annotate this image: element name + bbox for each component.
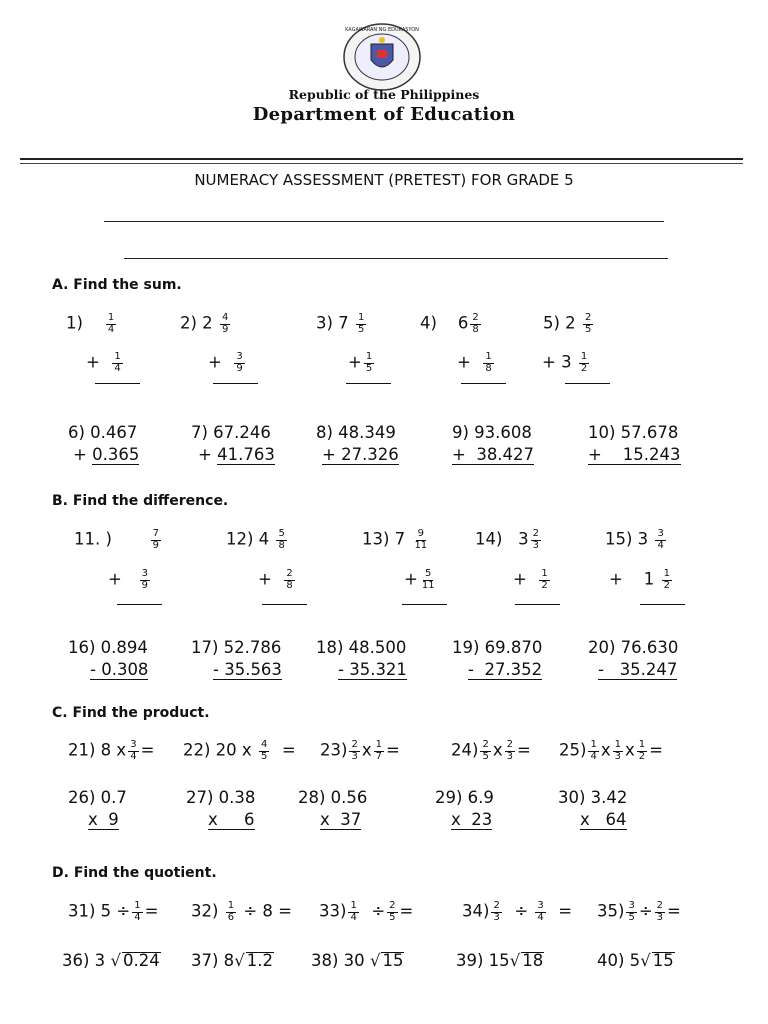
- item-6: 6) 0.467: [68, 423, 138, 442]
- item-6-addend: + 0.365: [73, 445, 140, 464]
- item-4: 4) 6 $\frac{2}{8}$: [420, 312, 479, 335]
- item-8: 8) 48.349: [316, 423, 396, 442]
- item-15-subtrahend: + 1 $\frac{1}{2}$: [609, 568, 670, 591]
- item-31: 31) 5 ÷ $\frac{1}{4}$ =: [68, 900, 159, 923]
- item-1-addend: + $\frac{1}{4}$: [86, 351, 121, 374]
- item-3-addend: + $\frac{1}{5}$: [348, 351, 373, 374]
- item-11-subtrahend: + $\frac{3}{9}$: [108, 568, 148, 591]
- item-35: 35) $\frac{3}{5}$ ÷ $\frac{2}{3}$ =: [597, 900, 681, 923]
- item-14-answer-line: [515, 604, 560, 605]
- item-9-addend: + 38.427: [452, 445, 535, 464]
- item-28-multiplier: x 37: [320, 810, 362, 829]
- item-15-answer-line: [640, 604, 685, 605]
- item-17: 17) 52.786: [191, 638, 282, 657]
- item-13: 13) 7 $\frac{9}{11}$: [362, 528, 428, 551]
- item-3: 3) 7 $\frac{1}{5}$: [316, 312, 365, 335]
- item-4-addend: + $\frac{1}{8}$: [457, 351, 492, 374]
- item-9: 9) 93.608: [452, 423, 532, 442]
- item-5: 5) 2 $\frac{2}{5}$: [543, 312, 592, 335]
- item-13-answer-line: [402, 604, 447, 605]
- item-23: 23) $\frac{2}{3}$ x $\frac{1}{7}$ =: [320, 739, 400, 762]
- item-19: 19) 69.870: [452, 638, 543, 657]
- item-11: 11. ) $\frac{7}{9}$: [74, 528, 160, 551]
- item-13-subtrahend: + $\frac{5}{11}$: [404, 568, 435, 591]
- deped-seal-logo: [341, 22, 423, 92]
- item-27: 27) 0.38: [186, 788, 256, 807]
- item-15: 15) 3 $\frac{3}{4}$: [605, 528, 664, 551]
- item-29-multiplier: x 23: [451, 810, 493, 829]
- sqrt-icon: √: [369, 951, 381, 970]
- item-18-subtrahend: - 35.321: [338, 660, 407, 679]
- item-18: 18) 48.500: [316, 638, 407, 657]
- item-2-addend: + $\frac{3}{9}$: [208, 351, 243, 374]
- item-16-subtrahend: - 0.308: [90, 660, 149, 679]
- header-rule-thick: [20, 158, 743, 160]
- item-30: 30) 3.42: [558, 788, 628, 807]
- item-34: 34) $\frac{2}{3}$ ÷ $\frac{3}{4}$ =: [462, 900, 573, 923]
- item-7-addend: + 41.763: [198, 445, 275, 464]
- item-30-multiplier: x 64: [580, 810, 627, 829]
- item-16: 16) 0.894: [68, 638, 148, 657]
- item-37: 37) 8√ 1.2: [191, 951, 273, 970]
- sqrt-icon: √: [234, 951, 245, 970]
- item-25: 25) $\frac{1}{4}$ x $\frac{1}{3}$ x $\frac{1}{2}$ =: [559, 739, 663, 762]
- item-10-addend: + 15.243: [588, 445, 681, 464]
- item-19-subtrahend: - 27.352: [468, 660, 543, 679]
- item-27-multiplier: x 6: [208, 810, 255, 829]
- item-10: 10) 57.678: [588, 423, 679, 442]
- section-c-heading: C. Find the product.: [52, 705, 210, 721]
- item-5-addend: + 3 $\frac{1}{2}$: [542, 351, 588, 374]
- item-38: 38) 30 √ 15: [311, 951, 404, 970]
- item-20-subtrahend: - 35.247: [598, 660, 678, 679]
- sqrt-icon: √: [110, 951, 121, 970]
- item-8-addend: + 27.326: [322, 445, 399, 464]
- item-28: 28) 0.56: [298, 788, 368, 807]
- item-14-subtrahend: + $\frac{1}{2}$: [513, 568, 548, 591]
- item-1-answer-line: [95, 383, 140, 384]
- item-2-answer-line: [213, 383, 258, 384]
- item-33: 33) $\frac{1}{4}$ ÷ $\frac{2}{5}$ =: [319, 900, 414, 923]
- header-rule-thin: [20, 163, 743, 164]
- item-4-answer-line: [461, 383, 506, 384]
- item-1: 1) $\frac{1}{4}$: [66, 312, 115, 335]
- item-24: 24) $\frac{2}{5}$ x $\frac{2}{3}$ =: [451, 739, 531, 762]
- section-d-heading: D. Find the quotient.: [52, 865, 217, 881]
- item-29: 29) 6.9: [435, 788, 494, 807]
- republic-heading: Republic of the Philippines: [288, 87, 480, 102]
- section-a-heading: A. Find the sum.: [52, 277, 182, 293]
- item-14: 14) 3 $\frac{2}{3}$: [475, 528, 540, 551]
- item-36: 36) 3 √ 0.24: [62, 951, 160, 970]
- item-2: 2) 2 $\frac{4}{9}$: [180, 312, 229, 335]
- item-40: 40) 5√ 15: [597, 951, 674, 970]
- item-11-answer-line: [117, 604, 162, 605]
- item-26: 26) 0.7: [68, 788, 127, 807]
- item-22: 22) 20 x $\frac{4}{5}$ =: [183, 739, 296, 762]
- item-12-subtrahend: + $\frac{2}{8}$: [258, 568, 293, 591]
- name-blank-line: [104, 221, 664, 222]
- item-3-answer-line: [346, 383, 391, 384]
- sqrt-icon: √: [640, 951, 651, 970]
- item-12-answer-line: [262, 604, 307, 605]
- item-39: 39) 15√ 18: [456, 951, 544, 970]
- sqrt-icon: √: [509, 951, 521, 970]
- item-12: 12) 4 $\frac{5}{8}$: [226, 528, 285, 551]
- item-5-answer-line: [565, 383, 610, 384]
- section-blank-line: [124, 258, 668, 259]
- seal-text: KAGAWARAN NG EDUKASYON: [345, 27, 419, 33]
- item-26-multiplier: x 9: [88, 810, 119, 829]
- item-32: 32) $\frac{1}{6}$ ÷ 8 =: [191, 900, 292, 923]
- item-7: 7) 67.246: [191, 423, 271, 442]
- department-heading: Department of Education: [252, 104, 516, 125]
- item-20: 20) 76.630: [588, 638, 679, 657]
- item-21: 21) 8 x $\frac{3}{4}$ =: [68, 739, 155, 762]
- page-title: NUMERACY ASSESSMENT (PRETEST) FOR GRADE 5: [194, 171, 574, 189]
- section-b-heading: B. Find the difference.: [52, 493, 229, 509]
- item-17-subtrahend: - 35.563: [213, 660, 282, 679]
